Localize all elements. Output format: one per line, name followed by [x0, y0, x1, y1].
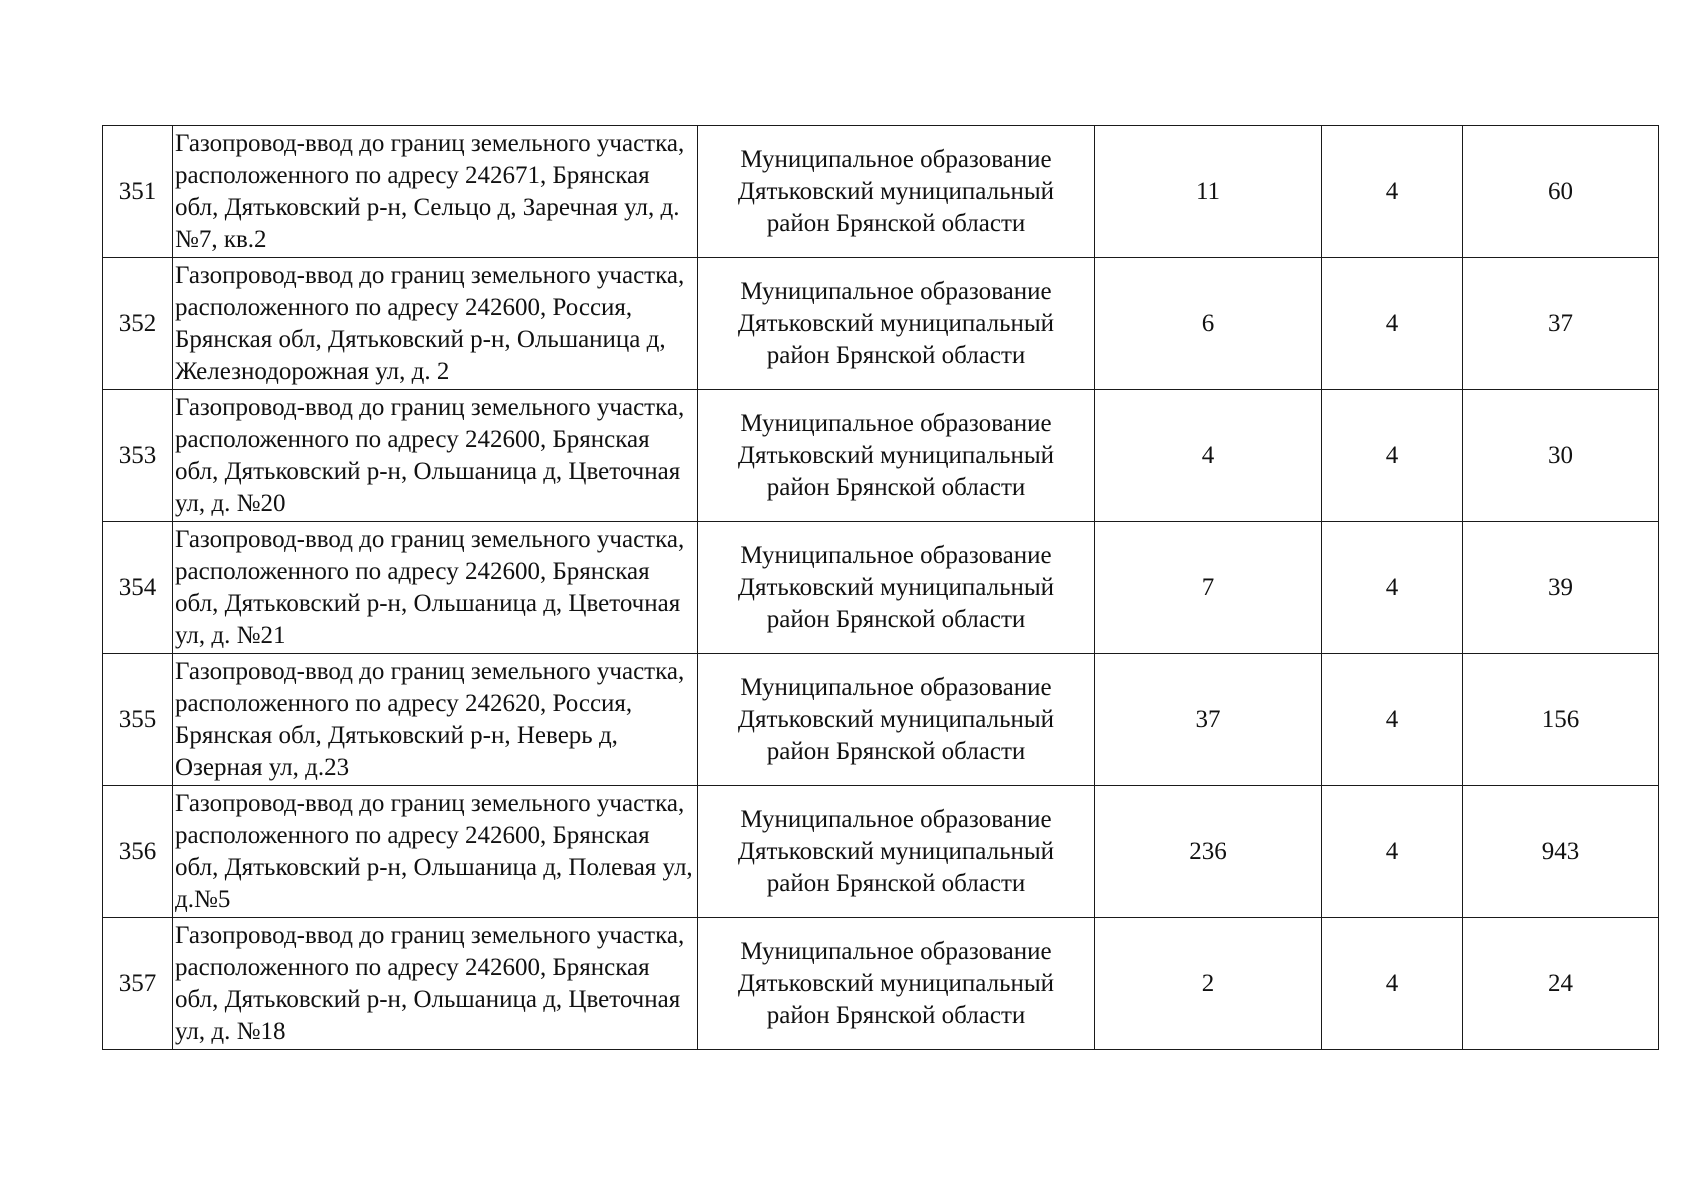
table-row [103, 654, 1659, 786]
table-row [103, 258, 1659, 390]
value-3: 156 [1463, 654, 1659, 786]
value-3: 37 [1463, 258, 1659, 390]
table-row [103, 786, 1659, 918]
value-1: 11 [1095, 126, 1322, 258]
owner-name: Муниципальное образование Дятьковский муниципальный район Брянской области [698, 258, 1095, 390]
owner-name: Муниципальное образование Дятьковский муниципальный район Брянской области [698, 918, 1095, 1050]
gas-pipeline-registry-table [102, 125, 1659, 1050]
row-number: 355 [103, 654, 173, 786]
row-number: 357 [103, 918, 173, 1050]
owner-name: Муниципальное образование Дятьковский муниципальный район Брянской области [698, 126, 1095, 258]
owner-name: Муниципальное образование Дятьковский муниципальный район Брянской области [698, 390, 1095, 522]
value-3: 39 [1463, 522, 1659, 654]
object-name: Газопровод-ввод до границ земельного участка, расположенного по адресу 242620, Россия, Брянская обл, Дятьковский р-н, Неверь д, Озерная ул, д.23 [173, 654, 698, 786]
object-name: Газопровод-ввод до границ земельного участка, расположенного по адресу 242600, Брянская обл, Дятьковский р-н, Ольшаница д, Цветочная ул, д. №20 [173, 390, 698, 522]
value-1: 4 [1095, 390, 1322, 522]
object-name: Газопровод-ввод до границ земельного участка, расположенного по адресу 242600, Россия, Брянская обл, Дятьковский р-н, Ольшаница д, Железнодорожная ул, д. 2 [173, 258, 698, 390]
row-number: 353 [103, 390, 173, 522]
value-2: 4 [1322, 918, 1463, 1050]
value-2: 4 [1322, 786, 1463, 918]
object-name: Газопровод-ввод до границ земельного участка, расположенного по адресу 242671, Брянская обл, Дятьковский р-н, Сельцо д, Заречная ул, д. №7, кв.2 [173, 126, 698, 258]
value-3: 30 [1463, 390, 1659, 522]
value-3: 24 [1463, 918, 1659, 1050]
value-1: 7 [1095, 522, 1322, 654]
object-name: Газопровод-ввод до границ земельного участка, расположенного по адресу 242600, Брянская обл, Дятьковский р-н, Ольшаница д, Цветочная ул, д. №18 [173, 918, 698, 1050]
value-1: 37 [1095, 654, 1322, 786]
row-number: 352 [103, 258, 173, 390]
value-3: 943 [1463, 786, 1659, 918]
owner-name: Муниципальное образование Дятьковский муниципальный район Брянской области [698, 786, 1095, 918]
value-2: 4 [1322, 390, 1463, 522]
value-2: 4 [1322, 654, 1463, 786]
table-row [103, 918, 1659, 1050]
value-2: 4 [1322, 522, 1463, 654]
row-number: 351 [103, 126, 173, 258]
owner-name: Муниципальное образование Дятьковский муниципальный район Брянской области [698, 654, 1095, 786]
row-number: 356 [103, 786, 173, 918]
object-name: Газопровод-ввод до границ земельного участка, расположенного по адресу 242600, Брянская обл, Дятьковский р-н, Ольшаница д, Полевая ул, д.№5 [173, 786, 698, 918]
table-row [103, 390, 1659, 522]
value-2: 4 [1322, 258, 1463, 390]
value-3: 60 [1463, 126, 1659, 258]
table-row [103, 126, 1659, 258]
value-1: 6 [1095, 258, 1322, 390]
table-row [103, 522, 1659, 654]
owner-name: Муниципальное образование Дятьковский муниципальный район Брянской области [698, 522, 1095, 654]
row-number: 354 [103, 522, 173, 654]
value-1: 2 [1095, 918, 1322, 1050]
object-name: Газопровод-ввод до границ земельного участка, расположенного по адресу 242600, Брянская обл, Дятьковский р-н, Ольшаница д, Цветочная ул, д. №21 [173, 522, 698, 654]
value-2: 4 [1322, 126, 1463, 258]
value-1: 236 [1095, 786, 1322, 918]
